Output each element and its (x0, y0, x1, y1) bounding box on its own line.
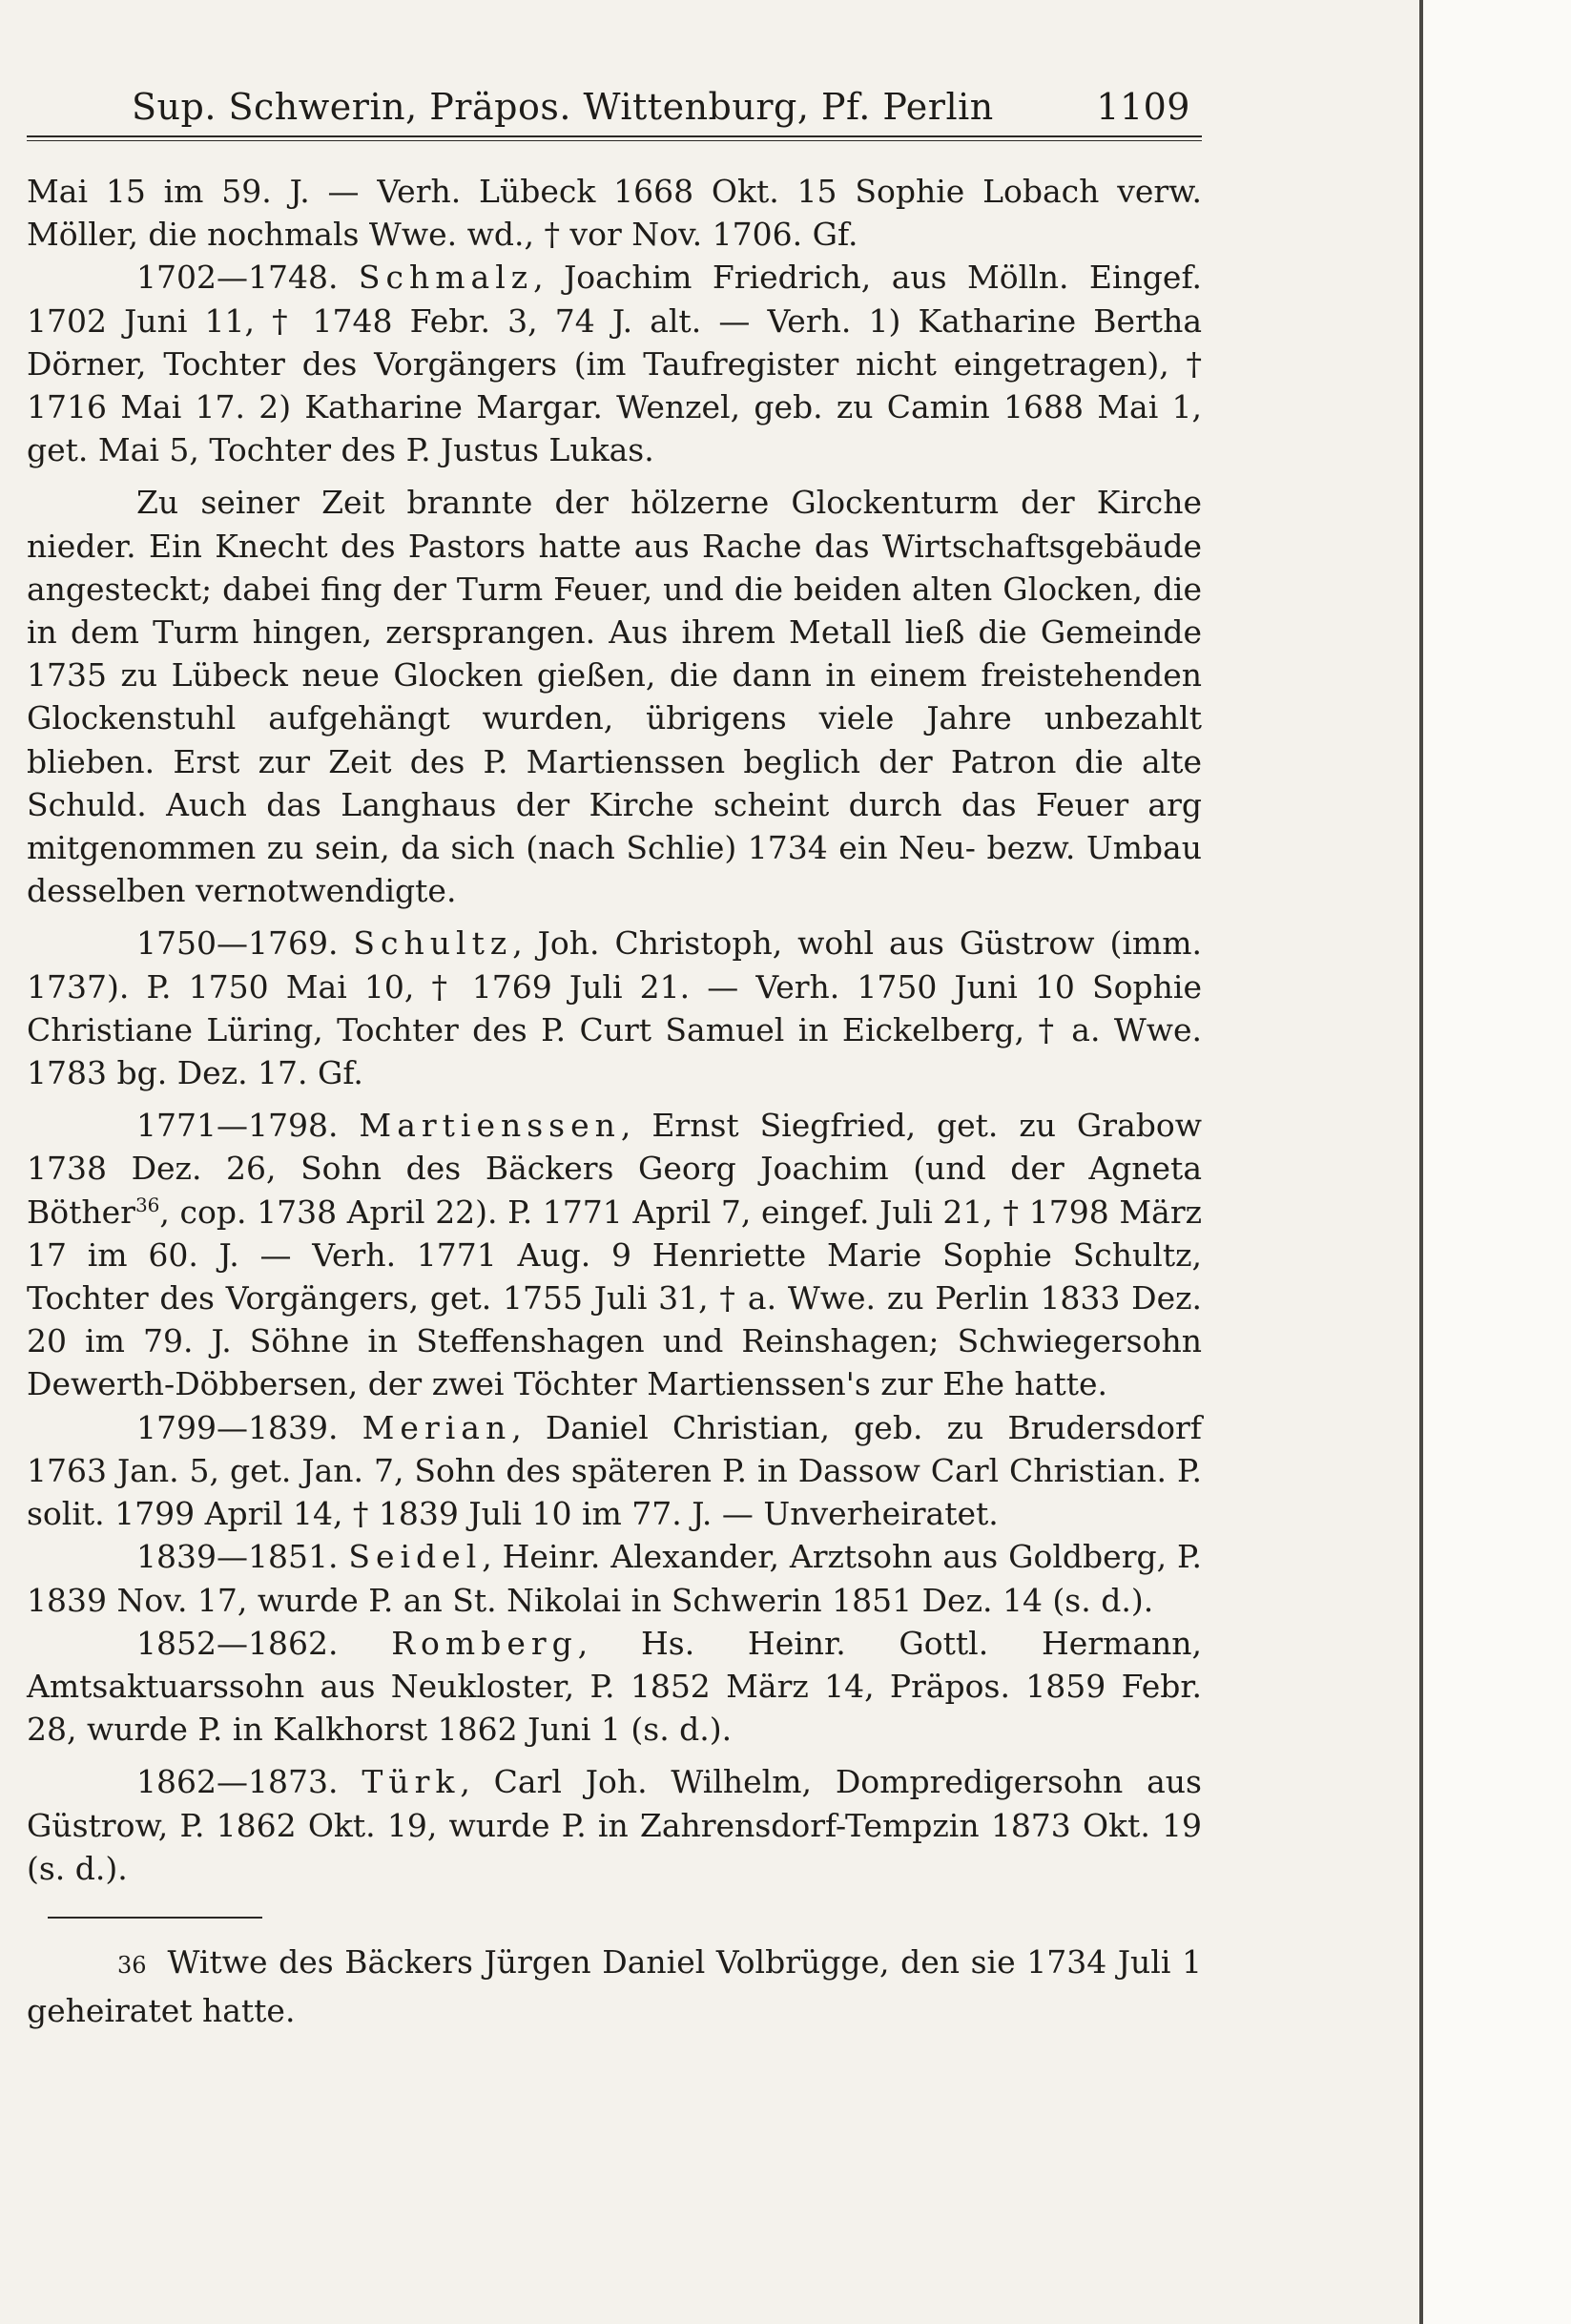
entry-schmalz: 1702—1748. Schmalz, Joachim Friedrich, aus Mölln. Eingef. 1702 Juni 11, † 1748 Febr. 3, 74 J. alt. — Verh. 1) Katharine Bertha Dörner, Tochter des Vorgängers (im Taufregister nicht eingetragen), † 1716 Mai 17. 2) Katharine Margar. Wenzel, geb. zu Camin 1688 Mai 1, get. Mai 5, Tochter des P. Justus Lukas. (27, 259, 1202, 469)
entry-seidel: 1839—1851. Seidel, Heinr. Alexander, Arztsohn aus Goldberg, P. 1839 Nov. 17, wurde P. an St. Nikolai in Schwerin 1851 Dez. 14 (s. d.). (27, 1538, 1202, 1619)
footnote-reference: 36 (134, 1193, 160, 1216)
entry-merian: 1799—1839. Merian, Daniel Christian, geb. zu Brudersdorf 1763 Jan. 5, get. Jan. 7, Sohn des späteren P. in Dassow Carl Christian. P. solit. 1799 April 14, † 1839 Juli 10 im 77. J. — Unverheiratet. (27, 1408, 1202, 1533)
entry-name: Seidel (348, 1538, 483, 1576)
entry-romberg: 1852—1862. Romberg, Hs. Heinr. Gottl. Hermann, Amtsaktuarssohn aus Neukloster, P. 1852 März 14, Präpos. 1859 Febr. 28, wurde P. in Kalkhorst 1862 Juni 1 (s. d.). (27, 1624, 1202, 1749)
entry-name: Romberg (391, 1624, 578, 1662)
running-title: Sup. Schwerin, Präpos. Wittenburg, Pf. Perlin (132, 86, 994, 128)
running-head (27, 86, 1202, 135)
header-rule (27, 135, 1202, 141)
footnote-text: Witwe des Bäckers Jürgen Daniel Volbrügge, den sie 1734 Juli 1 geheiratet hatte. (27, 1942, 1202, 2029)
body-text (27, 170, 1202, 1890)
paragraph-continued: Mai 15 im 59. J. — Verh. Lübeck 1668 Okt. 15 Sophie Lobach verw. Möller, die nochmals Wwe. wd., † vor Nov. 1706. Gf. (27, 173, 1202, 254)
entry-martienssen: 1771—1798. Martienssen, Ernst Siegfried, get. zu Grabow 1738 Dez. 26, Sohn des Bäckers Georg Joachim (und der Agneta Böther$^{36}$, cop. 1738 April 22). P. 1771 April 7, eingef. Juli 21, † 1798 März 17 im 60. J. — Verh. 1771 Aug. 9 Henriette Marie Sophie Schultz, Tochter des Vorgängers, get. 1755 Juli 31, † a. Wwe. zu Perlin 1833 Dez. 20 im 79. J. Söhne in Steffenshagen und Reinshagen; Schwiegersohn Dewerth-Döbbersen, der zwei Töchter Martienssen's zur Ehe hatte. (27, 1107, 1202, 1403)
footnote-rule (48, 1917, 262, 1919)
entry-name: Martienssen (359, 1107, 621, 1145)
footnote (27, 1940, 1202, 2034)
page-margin (1423, 0, 1571, 2324)
entry-name: Schmalz (358, 259, 534, 297)
page-number: 1109 (1096, 86, 1190, 128)
entry-name: Merian (362, 1408, 512, 1446)
entry-name: Schultz (353, 924, 513, 963)
document-page (27, 86, 1202, 2065)
paragraph-bell-tower: Zu seiner Zeit brannte der hölzerne Glockenturm der Kirche nieder. Ein Knecht des Pastors hatte aus Rache das Wirtschaftsgebäude angesteckt; dabei fing der Turm Feuer, und die beiden alten Glocken, die in dem Turm hingen, zersprangen. Aus ihrem Metall ließ die Gemeinde 1735 zu Lübeck neue Glocken gießen, die dann in einem freistehenden Glockenstuhl aufgehängt wurden, übrigens viele Jahre unbezahlt blieben. Erst zur Zeit des P. Martienssen beglich der Patron die alte Schuld. Auch das Langhaus der Kirche scheint durch das Feuer arg mitgenommen zu sein, da sich (nach Schlie) 1734 ein Neu- bezw. Umbau desselben vernotwendigte. (27, 484, 1202, 910)
entry-name: Türk (362, 1763, 461, 1801)
entry-tuerk: 1862—1873. Türk, Carl Joh. Wilhelm, Dompredigersohn aus Güstrow, P. 1862 Okt. 19, wurde P. in Zahrensdorf-Tempzin 1873 Okt. 19 (s. d.). (27, 1763, 1202, 1887)
footnote-mark: 36 (117, 1951, 147, 1979)
entry-schultz: 1750—1769. Schultz, Joh. Christoph, wohl aus Güstrow (imm. 1737). P. 1750 Mai 10, † 1769 Juli 21. — Verh. 1750 Juni 10 Sophie Christiane Lüring, Tochter des P. Curt Samuel in Eickelberg, † a. Wwe. 1783 bg. Dez. 17. Gf. (27, 924, 1202, 1092)
